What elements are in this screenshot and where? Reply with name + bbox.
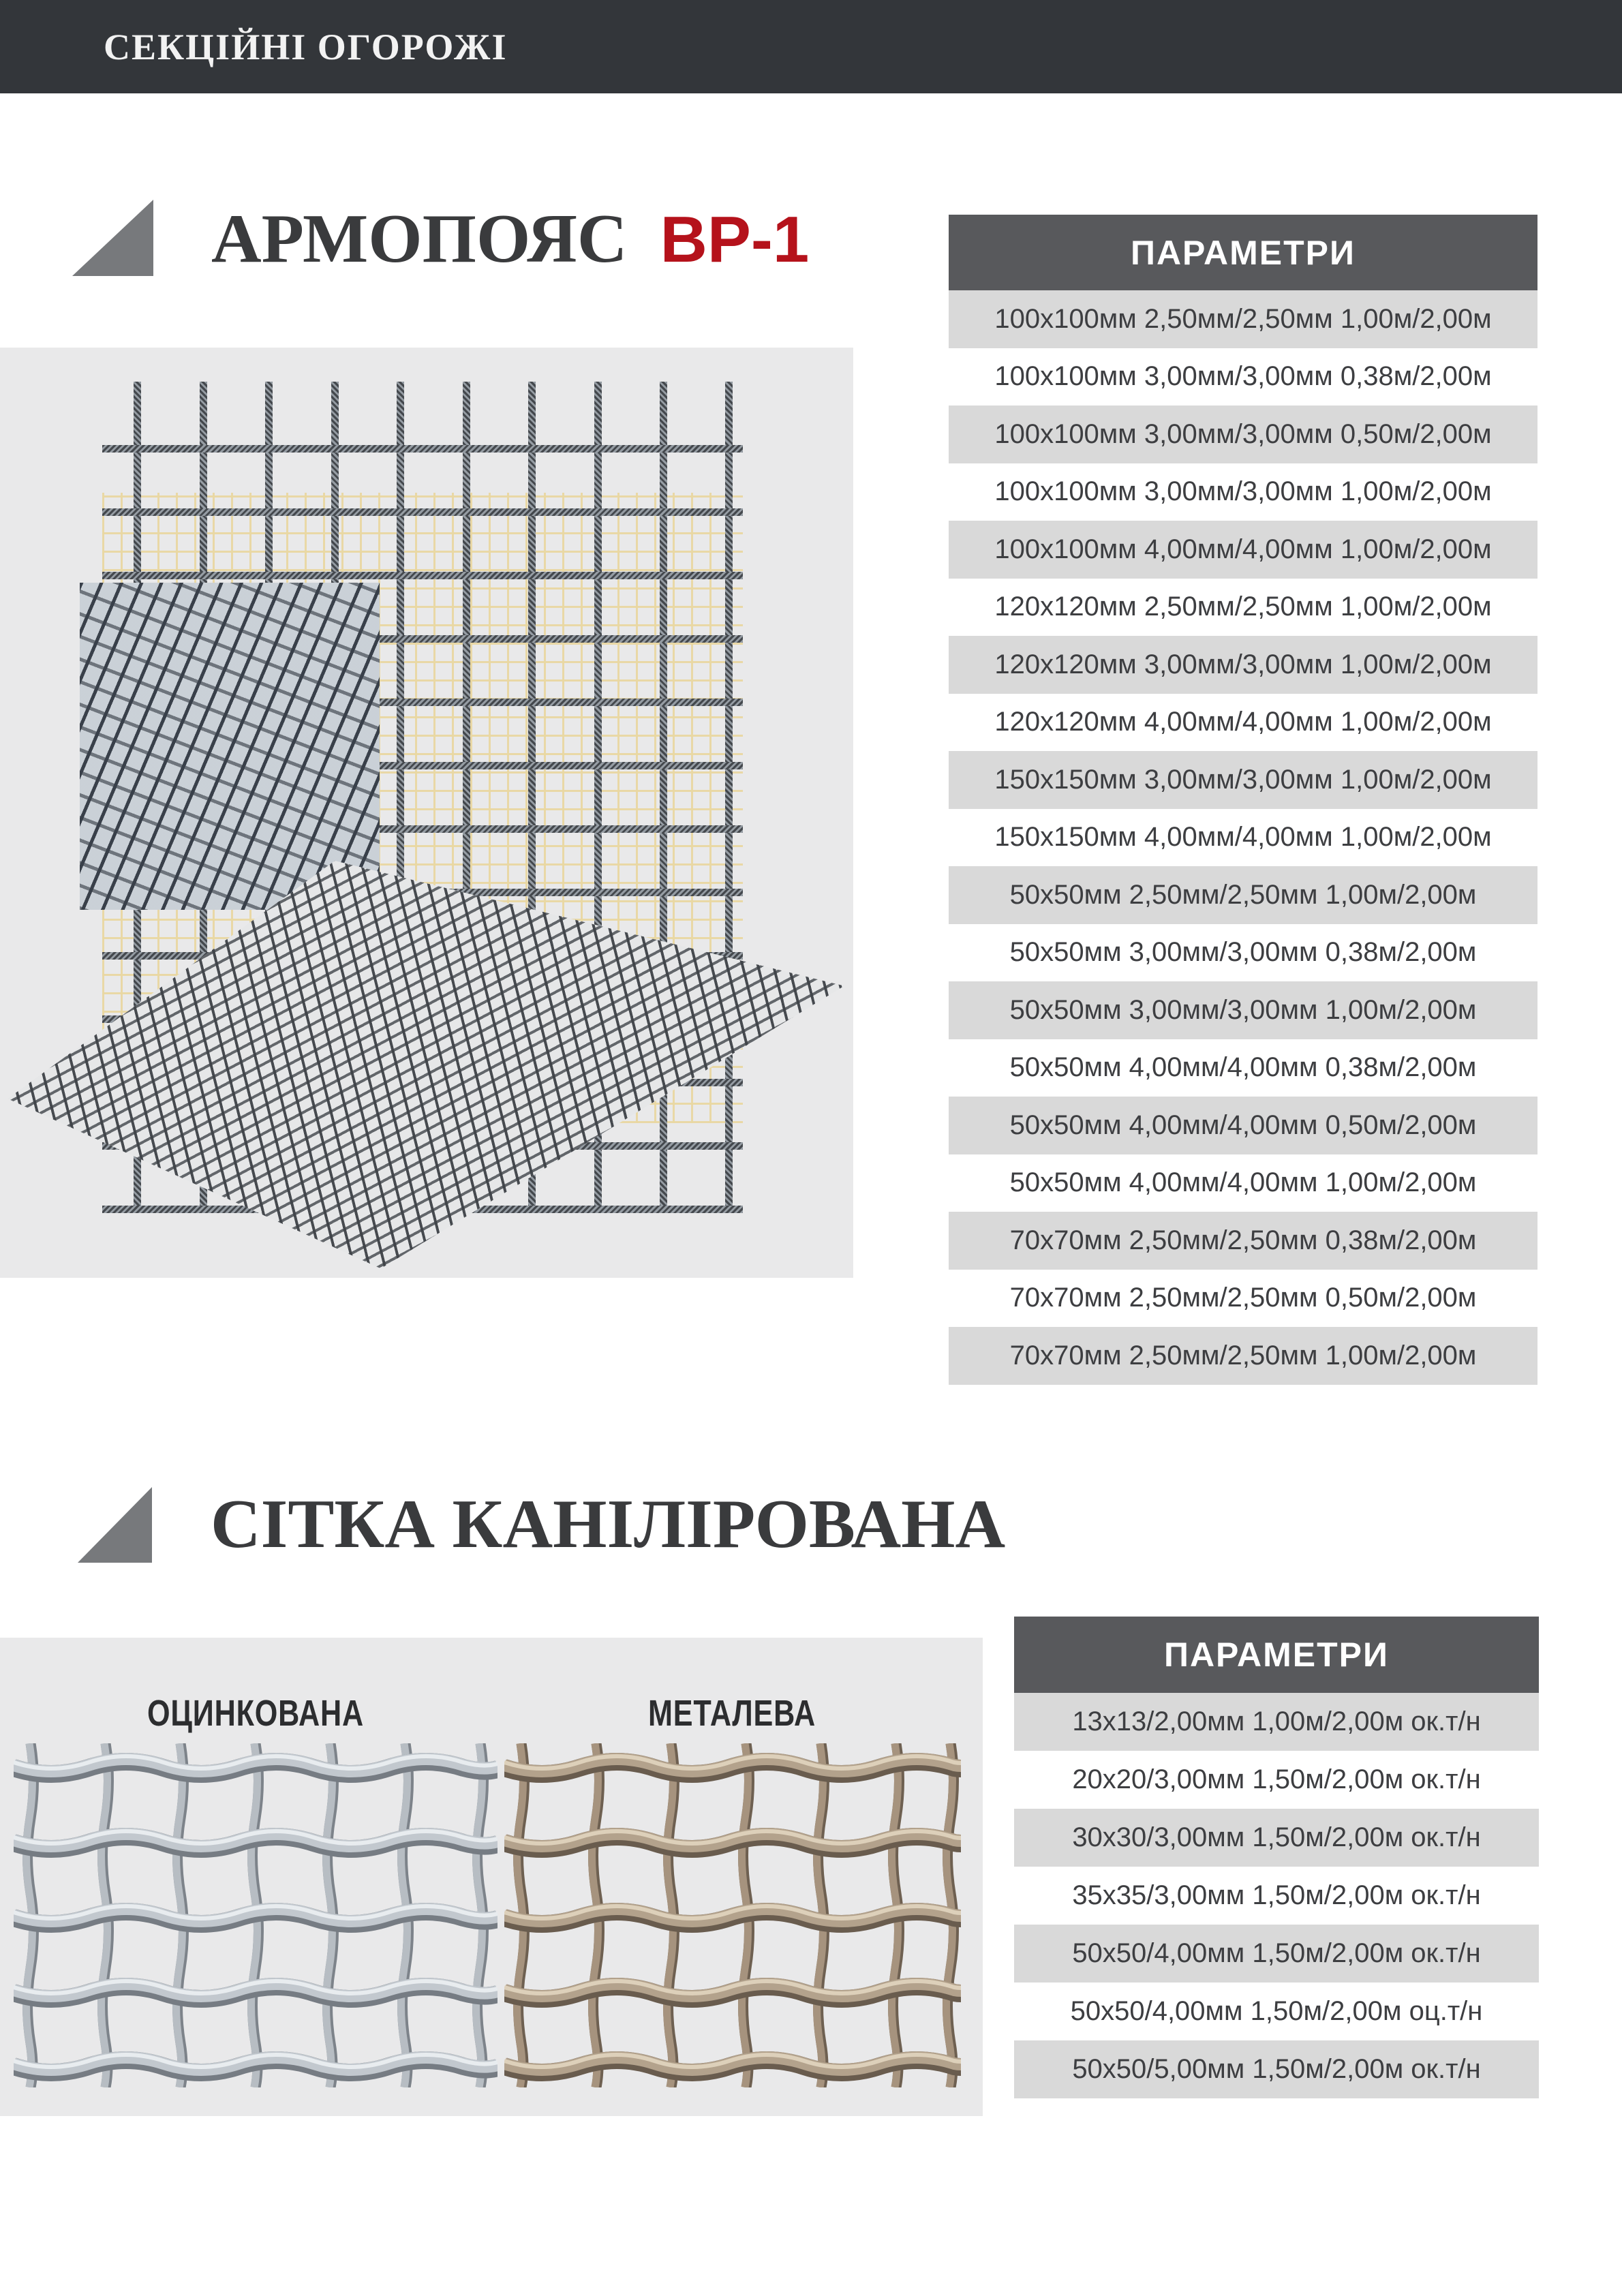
table-row: 20х20/3,00мм 1,50м/2,00м ок.т/н	[1072, 1764, 1481, 1794]
rebar	[102, 445, 743, 453]
section-title: СІТКА КАНІЛІРОВАНА	[211, 1486, 1006, 1563]
galvanized-mesh-image	[14, 1743, 498, 2087]
table-row: 100х100мм 4,00мм/4,00мм 1,00м/2,00м	[949, 521, 1537, 579]
table-row: 30х30/3,00мм 1,50м/2,00м ок.т/н	[1014, 1809, 1539, 1867]
table-row: 120х120мм 2,50мм/2,50мм 1,00м/2,00м	[994, 592, 1492, 622]
rebar	[102, 508, 743, 516]
table-row: 100х100мм 3,00мм/3,00мм 0,50м/2,00м	[949, 405, 1537, 463]
table-row: 50х50мм 4,00мм/4,00мм 0,38м/2,00м	[1009, 1052, 1477, 1083]
table-row: 35х35/3,00мм 1,50м/2,00м ок.т/н	[1072, 1880, 1481, 1910]
section-armopoyas-title-row	[211, 200, 810, 277]
table-row: 120х120мм 3,00мм/3,00мм 1,00м/2,00м	[949, 636, 1537, 694]
table-row: 70х70мм 2,50мм/2,50мм 0,50м/2,00м	[1009, 1283, 1477, 1313]
table-row: 120х120мм 4,00мм/4,00мм 1,00м/2,00м	[994, 707, 1492, 737]
sitka-photo-panel	[0, 1638, 983, 2116]
variant-label-metal: МЕТАЛЕВА	[648, 1693, 816, 1734]
metal-mesh-image	[504, 1743, 961, 2087]
rebar	[725, 382, 733, 1213]
mesh-stack-photo	[80, 583, 380, 910]
table-row: 70х70мм 2,50мм/2,50мм 1,00м/2,00м	[949, 1327, 1537, 1385]
rebar	[102, 572, 743, 579]
product-model-label: ВР-1	[660, 203, 810, 276]
sitka-params-table	[1014, 1617, 1539, 2098]
section-title: АРМОПОЯС	[211, 200, 628, 277]
table-row: 50х50/4,00мм 1,50м/2,00м ок.т/н	[1014, 1925, 1539, 1983]
table-row: 50х50/4,00мм 1,50м/2,00м оц.т/н	[1070, 1996, 1483, 2026]
table-row: 100х100мм 2,50мм/2,50мм 1,00м/2,00м	[949, 290, 1537, 348]
table-header: ПАРАМЕТРИ	[1014, 1617, 1539, 1693]
armopoyas-params-table	[949, 215, 1537, 1385]
section-marker-triangle-icon	[72, 200, 153, 276]
section-marker-triangle-icon	[78, 1487, 152, 1563]
table-row: 70х70мм 2,50мм/2,50мм 0,38м/2,00м	[949, 1212, 1537, 1270]
table-row: 50х50мм 3,00мм/3,00мм 0,38м/2,00м	[1009, 937, 1477, 968]
page-title: СЕКЦІЙНІ ОГОРОЖІ	[104, 27, 508, 67]
table-row: 50х50мм 4,00мм/4,00мм 0,50м/2,00м	[949, 1097, 1537, 1154]
table-row: 150х150мм 3,00мм/3,00мм 1,00м/2,00м	[949, 751, 1537, 809]
armopoyas-photo-panel	[0, 348, 853, 1278]
table-row: 150х150мм 4,00мм/4,00мм 1,00м/2,00м	[994, 822, 1492, 853]
variant-label-galvanized: ОЦИНКОВАНА	[147, 1693, 365, 1734]
table-row: 100х100мм 3,00мм/3,00мм 1,00м/2,00м	[994, 476, 1492, 507]
table-row: 50х50/5,00мм 1,50м/2,00м ок.т/н	[1014, 2040, 1539, 2098]
page-header-bar	[0, 0, 1622, 93]
table-row: 50х50мм 4,00мм/4,00мм 1,00м/2,00м	[1009, 1167, 1477, 1198]
table-row: 50х50мм 2,50мм/2,50мм 1,00м/2,00м	[949, 866, 1537, 924]
table-row: 50х50мм 3,00мм/3,00мм 1,00м/2,00м	[949, 981, 1537, 1039]
table-row: 100х100мм 3,00мм/3,00мм 0,38м/2,00м	[994, 361, 1492, 392]
table-row: 13х13/2,00мм 1,00м/2,00м ок.т/н	[1014, 1693, 1539, 1751]
table-header: ПАРАМЕТРИ	[949, 215, 1537, 290]
